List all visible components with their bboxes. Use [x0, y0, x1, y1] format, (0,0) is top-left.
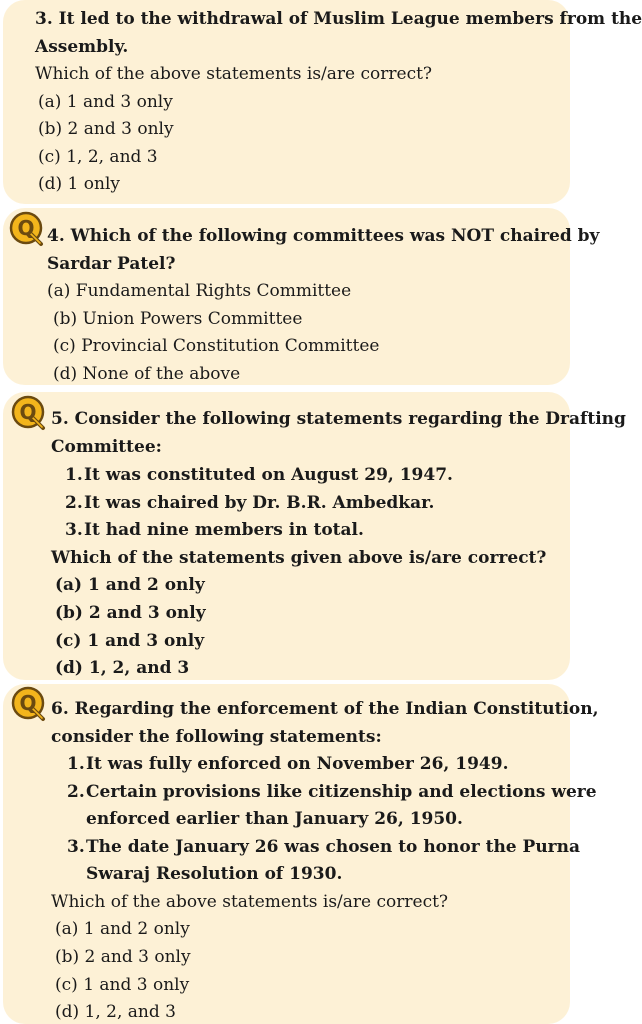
q6-statement-3-line1: The date January 26 was chosen to honor the Purna — [86, 837, 581, 857]
q-badge-icon — [10, 685, 48, 723]
q6-statement-2-line1: Certain provisions like citizenship and elections were — [86, 782, 597, 802]
q6-option-d[interactable]: (d) 1, 2, and 3 — [55, 1002, 176, 1022]
q-badge-icon — [8, 210, 46, 248]
q6-option-c[interactable]: (c) 1 and 3 only — [55, 975, 190, 995]
q3-prompt: Which of the above statements is/are correct? — [35, 64, 433, 84]
q4-option-d[interactable]: (d) None of the above — [53, 364, 241, 384]
q6-option-b[interactable]: (b) 2 and 3 only — [55, 947, 191, 967]
q6-option-a[interactable]: (a) 1 and 2 only — [55, 919, 190, 939]
q6-statement-3-number: 3. — [67, 837, 85, 857]
q5-statement-3-text: It had nine members in total. — [84, 520, 364, 540]
q5-statement-1-number: 1. — [65, 465, 83, 485]
question-card-4 — [3, 208, 600, 385]
question-card-5 — [3, 392, 626, 680]
q6-prompt: Which of the above statements is/are correct? — [51, 892, 449, 912]
q5-statement-1-text: It was constituted on August 29, 1947. — [84, 465, 453, 485]
q6-statement-2-line2: enforced earlier than January 26, 1950. — [86, 809, 463, 829]
q6-stem-line1: 6. Regarding the enforcement of the Indian Constitution, — [51, 699, 599, 719]
q6-statement-2-number: 2. — [67, 782, 85, 802]
q5-statement-3-number: 3. — [65, 520, 83, 540]
q3-option-d[interactable]: (d) 1 only — [38, 174, 120, 194]
q6-badge-letter: Q — [19, 691, 37, 715]
q5-statement-2-number: 2. — [65, 493, 83, 513]
q6-stem-line2: consider the following statements: — [51, 727, 382, 747]
q3-stem-line2: Assembly. — [35, 37, 129, 57]
q6-statement-1-line1: It was fully enforced on November 26, 1949. — [86, 754, 509, 774]
q3-option-b[interactable]: (b) 2 and 3 only — [38, 119, 174, 139]
q5-option-d[interactable]: (d) 1, 2, and 3 — [55, 658, 190, 678]
q3-stem-line1: 3. It led to the withdrawal of Muslim League members from the — [35, 9, 642, 29]
q3-option-a[interactable]: (a) 1 and 3 only — [38, 92, 173, 112]
q4-stem-line2: Sardar Patel? — [47, 254, 176, 274]
q5-option-c[interactable]: (c) 1 and 3 only — [55, 631, 205, 651]
q4-option-c[interactable]: (c) Provincial Constitution Committee — [53, 336, 380, 356]
question-card-6 — [3, 684, 599, 1024]
q4-stem-line1: 4. Which of the following committees was NOT chaired by — [47, 226, 600, 246]
q4-badge-letter: Q — [17, 216, 35, 240]
q5-badge-letter: Q — [19, 400, 37, 424]
q5-prompt: Which of the statements given above is/are correct? — [51, 548, 547, 568]
q6-statement-3-line2: Swaraj Resolution of 1930. — [86, 864, 343, 884]
q-badge-icon — [10, 394, 48, 432]
q4-option-a[interactable]: (a) Fundamental Rights Committee — [47, 281, 352, 301]
q5-stem-line1: 5. Consider the following statements regarding the Drafting — [51, 409, 626, 429]
q6-statement-1-number: 1. — [67, 754, 85, 774]
q5-option-a[interactable]: (a) 1 and 2 only — [55, 575, 205, 595]
q5-option-b[interactable]: (b) 2 and 3 only — [55, 603, 206, 623]
q4-option-b[interactable]: (b) Union Powers Committee — [53, 309, 303, 329]
q5-statement-2-text: It was chaired by Dr. B.R. Ambedkar. — [84, 493, 435, 513]
q5-stem-line2: Committee: — [51, 437, 162, 457]
q3-option-c[interactable]: (c) 1, 2, and 3 — [38, 147, 158, 167]
question-card-3 — [3, 0, 642, 204]
